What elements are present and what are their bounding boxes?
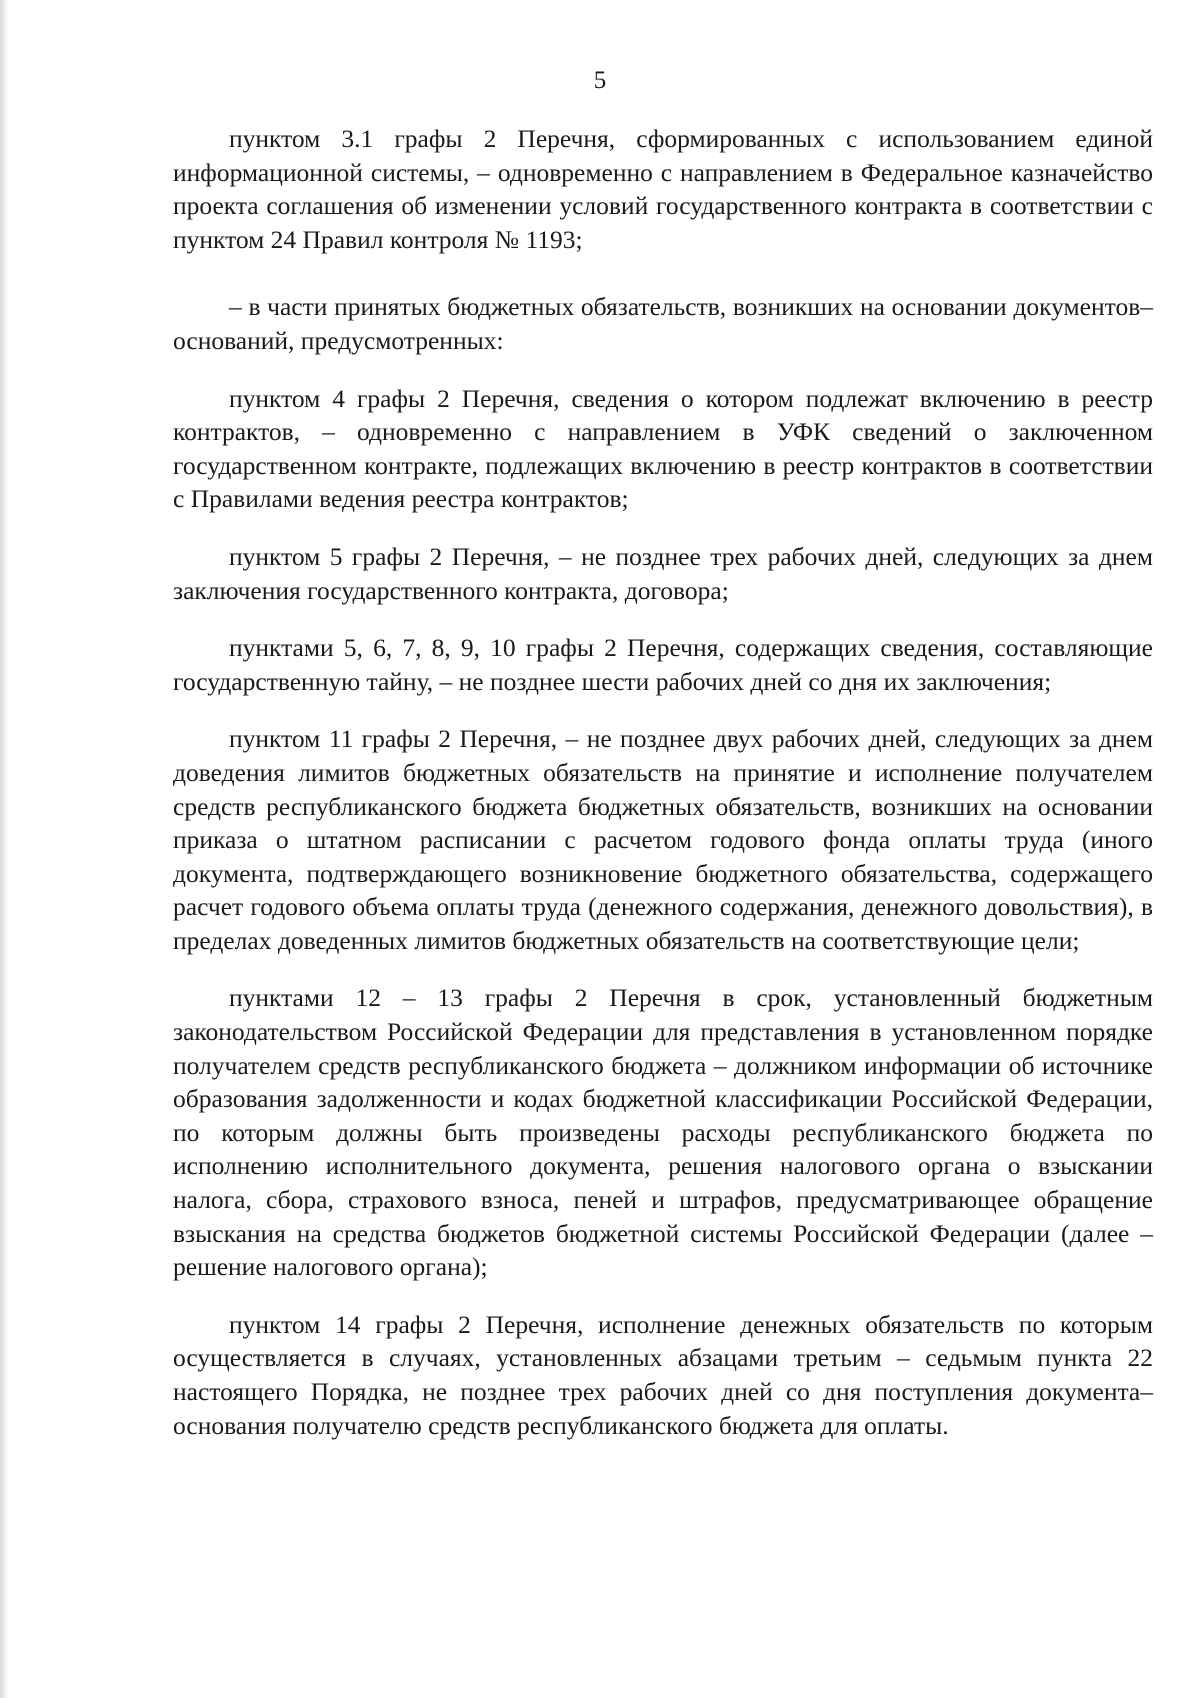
paragraph-8: пунктом 14 графы 2 Перечня, исполнение денежных обязательств по которым осуществляется в случаях, установленных абзацами третьим – седьмым пункта 22 настоящего Порядка, не позднее трех рабочих дней со дня поступления документа–основания получателю средств республиканского бюджета для оплаты. bbox=[173, 1309, 1153, 1440]
page-number: 5 bbox=[593, 67, 607, 94]
paragraph-6: пунктом 11 графы 2 Перечня, – не позднее двух рабочих дней, следующих за днем доведения лимитов бюджетных обязательств на принятие и исполнение получателем средств республиканского бюджета бюджетных обязательств, возникших на основании приказа о штатном расписании с расчетом годового фонда оплаты труда (иного документа, подтверждающего возникновение бюджетного обязательства, содержащего расчет годового объема оплаты труда (денежного содержания, денежного довольствия), в пределах доведенных лимитов бюджетных обязательств на соответствующие цели; bbox=[173, 724, 1153, 955]
paragraph-3: пунктом 4 графы 2 Перечня, сведения о котором подлежат включению в реестр контрактов, – одновременно с направлением в УФК сведений о заключенном государственном контракте, подлежащих включению в реестр контрактов в соответствии с Правилами ведения реестра контрактов; bbox=[173, 383, 1153, 514]
paragraph-4: пунктом 5 графы 2 Перечня, – не позднее трех рабочих дней, следующих за днем заключения государственного контракта, договора; bbox=[173, 541, 1153, 605]
scan-edge-shadow bbox=[0, 0, 9, 1698]
paragraph-5: пунктами 5, 6, 7, 8, 9, 10 графы 2 Перечня, содержащих сведения, составляющие государственную тайну, – не позднее шести рабочих дней со дня их заключения; bbox=[173, 633, 1153, 696]
paragraph-7: пунктами 12 – 13 графы 2 Перечня в срок, установленный бюджетным законодательством Российской Федерации для представления в установленном порядке получателем средств республиканского бюджета – должником информации об источнике образования задолженности и кодах бюджетной классификации Российской Федерации, по которым должны быть произведены расходы республиканского бюджета по исполнению исполнительного документа, решения налогового органа о взыскании налога, сбора, страхового взноса, пеней и штрафов, предусматривающее обращение взыскания на средства бюджетов бюджетной системы Российской Федерации (далее – решение налогового органа); bbox=[173, 983, 1153, 1282]
document-body bbox=[173, 122, 1153, 1442]
paragraph-2: – в части принятых бюджетных обязательств, возникших на основании документов–оснований, предусмотренных: bbox=[173, 292, 1153, 355]
paragraph-1: пунктом 3.1 графы 2 Перечня, сформированных с использованием единой информационной системы, – одновременно с направлением в Федеральное казначейство проекта соглашения об изменении условий государственного контракта в соответствии с пунктом 24 Правил контроля № 1193; bbox=[173, 124, 1153, 254]
